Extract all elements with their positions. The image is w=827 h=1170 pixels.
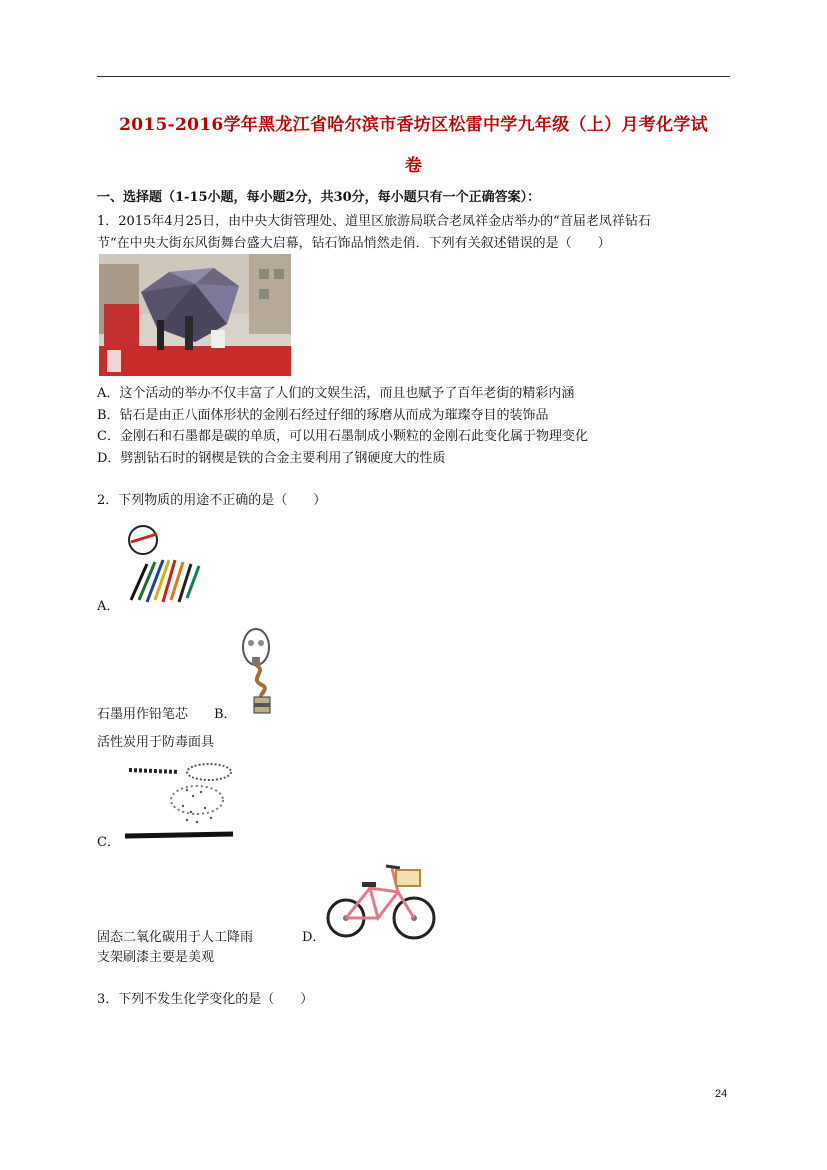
q1-stem-line1: 1．2015年4月25日，由中央大街管理处、道里区旅游局联合老凤祥金店举办的“首届老凤祥钻石 [97, 214, 651, 229]
bicycle-image [326, 858, 438, 940]
document-title-line2: 卷 [404, 156, 423, 176]
q1-option-c: C．金刚石和石墨都是碳的单质，可以用石墨制成小颗粒的金刚石此变化属于物理变化 [97, 429, 588, 444]
q2-option-d-caption: 支架刷漆主要是美观 [97, 950, 215, 965]
q2-option-c-label: C． [97, 835, 120, 850]
diamond-festival-photo [99, 254, 291, 376]
q3-stem: 3．下列不发生化学变化的是（ ） [97, 992, 314, 1007]
q1-option-d: D．劈割钻石时的钢楔是铁的合金主要利用了钢硬度大的性质 [97, 451, 446, 466]
q2-option-c-caption: 固态二氧化碳用于人工降雨 [97, 930, 254, 945]
q1-stem-line2: 节“在中央大街东风街舞台盛大启幕，钻石饰品悄然走俏．下列有关叙述错误的是（ ） [97, 236, 611, 251]
header-rule [97, 76, 730, 77]
section-heading: 一、选择题（1-15小题，每小题2分，共30分，每小题只有一个正确答案）： [97, 190, 541, 205]
q2-option-a-label: A． [97, 599, 120, 614]
q2-stem: 2．下列物质的用途不正确的是（ ） [97, 493, 327, 508]
q2-option-b-caption: 活性炭用于防毒面具 [97, 735, 215, 750]
q1-option-b: B．钻石是由正八面体形状的金刚石经过仔细的琢磨从而成为璀璨夺目的装饰品 [97, 408, 549, 423]
q2-option-a-caption: 石墨用作铅笔芯 [97, 707, 189, 722]
q1-option-a: A．这个活动的举办不仅丰富了人们的文娱生活，而且也赋予了百年老街的精彩内涵 [97, 386, 575, 401]
page-number: 24 [715, 1088, 728, 1100]
document-title-line1: 2015-2016学年黑龙江省哈尔滨市香坊区松雷中学九年级（上）月考化学试 [119, 115, 708, 135]
q2-option-d-label: D． [302, 930, 326, 945]
gas-mask-image [240, 627, 276, 715]
artificial-rain-image [121, 760, 237, 842]
pencils-image [121, 520, 203, 606]
q2-option-b-label: B． [214, 707, 237, 722]
